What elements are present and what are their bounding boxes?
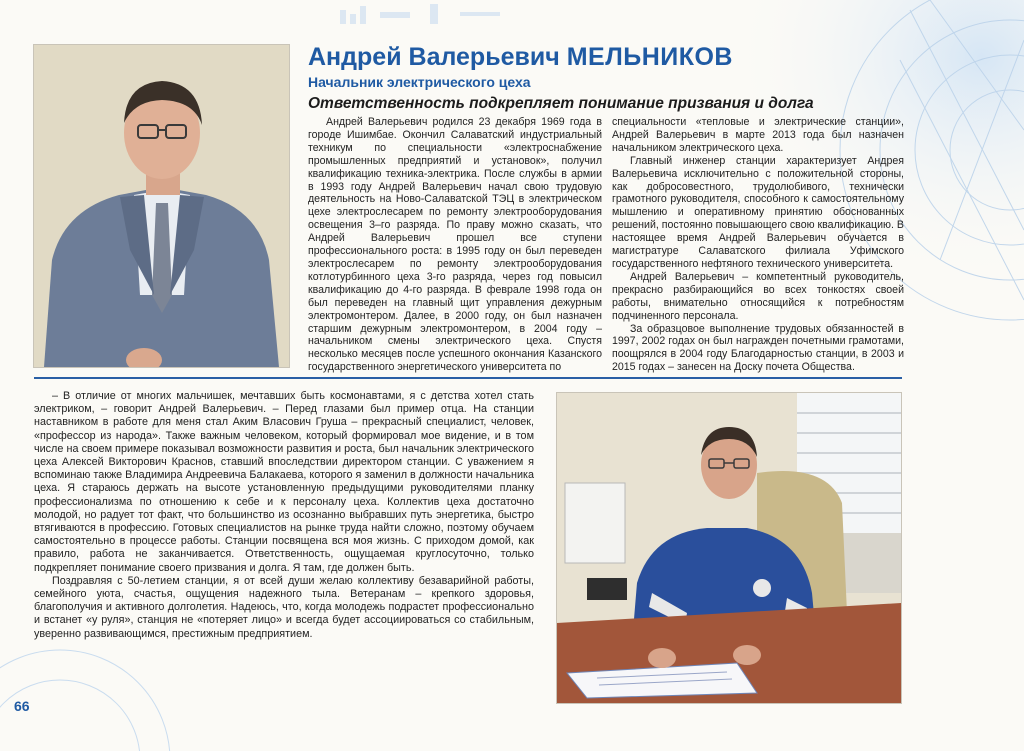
person-name — [308, 42, 908, 72]
person-position: Начальник электрического цеха — [308, 74, 531, 90]
bio-column-2 — [612, 116, 904, 374]
article-header — [308, 42, 908, 114]
page-number: 66 — [14, 698, 30, 714]
article-motto: Ответственность подкрепляет понимание призвания и долга — [308, 95, 814, 112]
office-photo — [556, 392, 902, 704]
portrait-photo — [33, 44, 290, 368]
quote-block — [34, 390, 534, 641]
section-divider — [34, 377, 902, 379]
bio-paragraph: специальности «тепловые и электрические станции», Андрей Валерьевич в марте 2013 года был назначен начальником электрического цеха. — [612, 116, 904, 154]
person-last-name: МЕЛЬНИКОВ — [566, 43, 733, 71]
bio-paragraph: Андрей Валерьевич родился 23 декабря 1969 года в городе Ишимбае. Окончил Салаватский индустриальный техникум по специальности «электроснабжение промышленных предприятий и установок», получил квалификацию техника-электрика. После службы в армии в 1993 году Андрей Валерьевич начал свою трудовую деятельность на Ново-Салаватской ТЭЦ в электрическом цехе электрослесарем по ремонту электрооборудования освещения 3–го разряда. По праву можно сказать, что Андрей Валерьевич прошел все ступени профессионального роста: в 1995 году он был переведен электрослесарем по ремонту электрооборудования котлотурбинного цеха 3-го разряда, через год повысил квалификацию до 4-го разряда. В феврале 1998 года он был переведен на главный щит управления дежурным электромонтером. Далее, в 2000 году, он был назначен старшим дежурным электромонтером, в 2004 году – начальником смены электрического цеха. Спустя несколько месяцев после успешного окончания Казанского государственного энергетического университета по — [308, 116, 602, 374]
quote-paragraph: – В отличие от многих мальчишек, мечтавших быть космонавтами, я с детства хотел стать электриком, – говорит Андрей Валерьевич. – Перед глазами был пример отца. На станции наставником в работе для меня стал Аким Власович Груша – прекрасный специалист, человек, «профессор из народа». Также важным человеком, который формировал мое видение, и в том числе на своем примере показывал возможности развития и роста, был начальник электрического цеха Алексей Викторович Краснов, ставший впоследствии директором станции. С уважением я вспоминаю также Владимира Андреевича Балакаева, которого я заменил в должности начальника цеха. Я стараюсь держать на высоте установленную предыдущими руководителями планку профессионализма по отношению к себе и к персоналу цеха. Коллектив цеха достаточно молодой, но радует тот факт, что большинство из осознанно выбравших путь энергетика, быстро втягиваются в профессию. Готовых специалистов на рынке труда найти сложно, поэтому обучаем самостоятельно в процессе работы. Станции посвящена вся моя жизнь. С приходом домой, как правило, работа не заканчивается. Ответственность, ощущаемая круглосуточно, только подкрепляет понимание своего призвания и долга. Я там, где должен быть. — [34, 390, 534, 574]
bio-column-1 — [308, 116, 602, 374]
bio-paragraph: Андрей Валерьевич – компетентный руководитель, прекрасно разбирающийся во всех тонкостях своей работы, внимательно относящийся к потребностям подчиненного персонала. — [612, 270, 904, 322]
bio-paragraph: Главный инженер станции характеризует Андрея Валерьевича исключительно с положительной стороны, как добросовестного, трудолюбивого, технически грамотного руководителя, способного к самостоятельному мышлению и оперативному принятию обоснованных решений, постоянно повышающего свою квалификацию. В настоящее время Андрей Валерьевич обучается в магистратуре Салаватского филиала Уфимского государственного нефтяного технического университета. — [612, 154, 904, 270]
quote-paragraph: Поздравляя с 50-летием станции, я от всей души желаю коллективу безаварийной работы, семейного уюта, счастья, ощущения надежного тыла. Ветеранам – крепкого здоровья, благополучия и активного долголетия. Надеюсь, что, когда молодежь подрастет профессионально и встанет «у руля», станция не «потеряет лицо» и всегда будет ассоциироваться со стабильным, уверенно развивающимся, престижным предприятием. — [34, 574, 534, 640]
bio-paragraph: За образцовое выполнение трудовых обязанностей в 1997, 2002 годах он был награжден почетными грамотами, поощрялся в 2004 году Благодарностью станции, в 2003 и 2015 годах – занесен на Доску почета Общества. — [612, 322, 904, 374]
person-first-name: Андрей Валерьевич — [308, 43, 560, 71]
